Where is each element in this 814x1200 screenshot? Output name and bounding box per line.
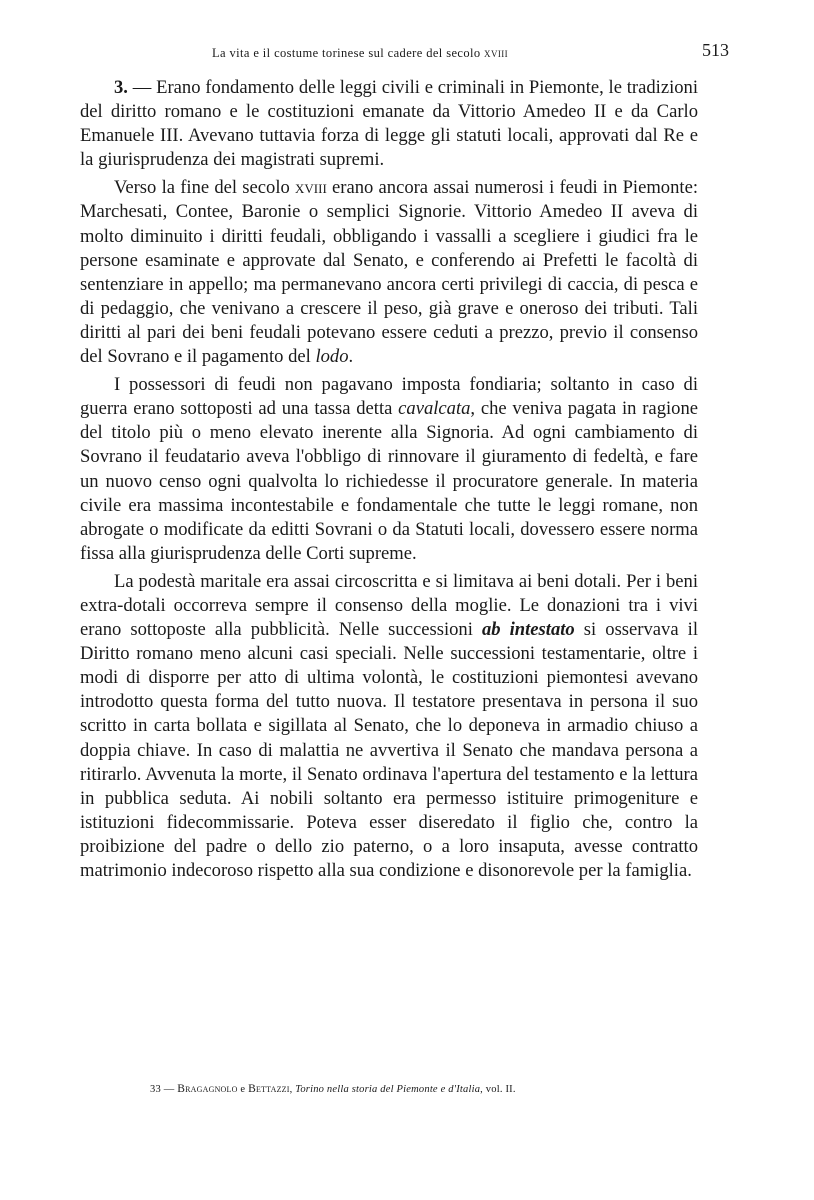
paragraph-4-text-a: La podestà maritale era assai circoscritta e si limitava ai beni dotali. Per i beni extra-dotali occorreva sempre il consenso della moglie. Le donazioni tra i vivi erano sottoposte alla pubblicità. Nelle successioni [80,570,698,641]
page-number: 513 [702,40,729,60]
paragraph-2-text-c: . [348,346,354,368]
paragraph-3-text-b: , che veniva pagata in ragione del titolo più o meno elevato inerente alla Signoria. Ad ogni cambiamento di Sovrano il feudatario aveva l'obbligo di rinnovare il giuramento di fedeltà, e fare un nuovo censo ogni qualvolta lo richiedesse il procuratore generale. In materia civile era massima incontestabile e fondamentale che tutte le leggi romane, non abrogate o modificate da editti Sovrani o da Statuti locali, dovessero essere norma fissa alla giurisprudenza delle Corti supreme. [80,398,698,564]
running-title [80,46,640,61]
signature-mark: 33 — [150,1084,178,1095]
paragraph-3 [80,373,698,566]
book-title: Torino nella storia del Piemonte e d'Italia [295,1084,481,1095]
running-header [80,40,735,64]
paragraph-4-italic-term: ab intestato [481,619,575,641]
author-conjunction: e [237,1084,249,1095]
running-title-century: xviii [484,46,509,60]
paragraph-3-text-a: I possessori di feudi non pagavano imposta fondiaria; soltanto in caso di guerra erano sottoposti ad una tassa detta [80,374,698,420]
paragraph-2-italic-term: lodo [315,346,349,368]
signature-line [150,1083,710,1095]
paragraph-4-text-b: si osservava il Diritto romano meno alcuni casi speciali. Nelle successioni testamentarie, oltre i modi di disporre per atto di ultima volontà, le costituzioni piemontesi avevano introdotto questa forma del tutto nuova. Il testatore presentava in persona il suo scritto in carta bollata e sigillata al Senato, che lo deponeva in armadio chiuso a doppia chiave. In caso di malattia ne avvertiva il Senato che mandava persona a ritirarlo. Avvenuta la morte, il Senato ordinava l'apertura del testamento e la lettura in pubblica seduta. Ai nobili soltanto era permesso istituire primogeniture e istituzioni fidecommissarie. Poteva esser diseredato il figlio che, contro la proibizione del padre o dello zio paterno, o a loro insaputa, avesse contratto matrimonio indecoroso rispetto alla sua condizione e disonorevole per la famiglia. [80,619,698,881]
body-text [80,76,698,883]
volume-label: , vol. II. [480,1084,516,1095]
author-separator: , [289,1084,296,1095]
paragraph-3-italic-term: cavalcata [398,398,471,420]
paragraph-1 [80,76,698,172]
section-number: 3. [114,77,128,98]
paragraph-2 [80,176,698,369]
paragraph-1-text: — Erano fondamento delle leggi civili e criminali in Piemonte, le tradizioni del diritto romano e le costituzioni emanate da Vittorio Amedeo II e da Carlo Emanuele III. Avevano tuttavia forza di legge gli statuti locali, approvati dal Re e la giurisprudenza dei magistrati supremi. [80,77,698,171]
paragraph-4 [80,570,698,883]
author-1: Bragagnolo [177,1083,238,1095]
author-2: Bettazzi [248,1083,290,1095]
paragraph-2-century: xviii [295,177,327,199]
paragraph-2-text-b: erano ancora assai numerosi i feudi in Piemonte: Marchesati, Contee, Baronie o semplici Signorie. Vittorio Amedeo II aveva di molto diminuito i diritti feudali, obbligando i vassalli a scegliere i giudici fra le persone esaminate e approvate dal Senato, e conferendo ai Prefetti le facoltà di sentenziare in appello; ma permanevano ancora certi privilegi di caccia, di pesca e di pedaggio, che venivano a crescere il peso, già grave e oneroso dei tributi. Tali diritti al pari dei beni feudali potevano essere ceduti a prezzo, previo il consenso del Sovrano e il pagamento del [80,177,698,368]
running-title-text: La vita e il costume torinese sul cadere del secolo [211,46,485,60]
paragraph-2-text-a: Verso la fine del secolo [114,177,296,199]
